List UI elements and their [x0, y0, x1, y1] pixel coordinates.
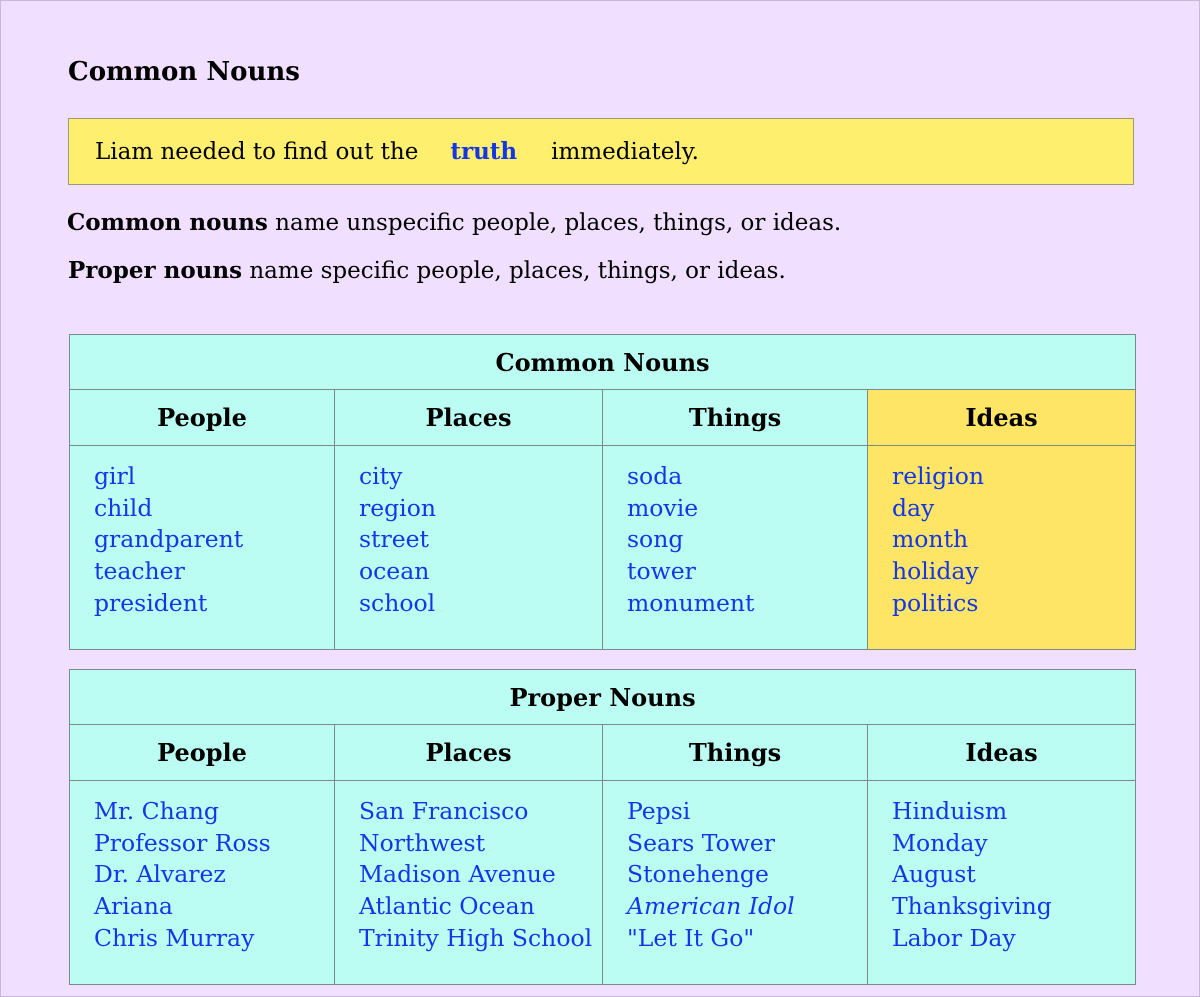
example-sentence	[68, 118, 1134, 185]
list-item: region	[359, 493, 436, 522]
list-item: president	[94, 588, 208, 617]
page-title: Common Nouns	[68, 57, 300, 87]
list-item: Pepsi	[627, 797, 691, 825]
example-highlight-word: truth	[450, 138, 518, 165]
example-text-before: Liam needed to find out the	[95, 138, 419, 165]
list-item: month	[892, 525, 969, 554]
list-item: Atlantic Ocean	[359, 892, 535, 921]
list-item: Labor Day	[892, 923, 1016, 952]
list-item: tower	[627, 557, 696, 586]
cell-places	[335, 446, 603, 650]
cell-things	[603, 781, 868, 985]
definition-text: name specific people, places, things, or ideas.	[242, 258, 786, 284]
list-item: Monday	[892, 828, 988, 857]
cell-places	[335, 781, 603, 985]
list-item: Hinduism	[892, 797, 1008, 825]
list-item: monument	[627, 588, 755, 617]
cell-ideas	[868, 781, 1136, 985]
list-item: Trinity High School	[359, 923, 593, 952]
cell-people	[70, 781, 335, 985]
proper-nouns-table	[69, 669, 1136, 985]
list-item: girl	[94, 462, 136, 490]
list-item: Thanksgiving	[892, 892, 1052, 921]
list-item: Mr. Chang	[94, 797, 219, 825]
list-item: grandparent	[94, 525, 244, 554]
list-item: holiday	[892, 557, 979, 586]
list-item: Chris Murray	[94, 923, 255, 952]
column-header-things: Things	[603, 390, 868, 446]
list-item: Ariana	[94, 892, 173, 921]
column-header-things: Things	[603, 725, 868, 781]
common-nouns-table	[69, 334, 1136, 650]
definition-term: Proper nouns	[68, 257, 243, 284]
list-item: Stonehenge	[627, 860, 769, 889]
list-item: soda	[627, 462, 683, 490]
list-item: Sears Tower	[627, 828, 776, 857]
list-item: San Francisco	[359, 797, 529, 825]
list-item: American Idol	[627, 892, 795, 921]
column-header-ideas: Ideas	[868, 725, 1136, 781]
list-item: ocean	[359, 557, 430, 586]
column-header-ideas: Ideas	[868, 390, 1136, 446]
list-item: school	[359, 588, 436, 617]
cell-things	[603, 446, 868, 650]
list-item: Northwest	[359, 828, 486, 857]
list-item: Dr. Alvarez	[94, 860, 226, 889]
list-item: August	[892, 860, 976, 889]
definition-text: name unspecific people, places, things, or ideas.	[267, 210, 842, 236]
list-item: song	[627, 525, 684, 554]
list-item: Madison Avenue	[359, 860, 556, 889]
definition-proper	[68, 257, 786, 284]
list-item: religion	[892, 462, 985, 490]
list-item: movie	[627, 493, 699, 522]
list-item: politics	[892, 588, 979, 617]
example-text-after: immediately.	[551, 138, 699, 165]
list-item: child	[94, 493, 153, 522]
column-header-people: People	[70, 390, 335, 446]
list-item: Professor Ross	[94, 828, 271, 857]
list-item: teacher	[94, 557, 185, 586]
cell-people	[70, 446, 335, 650]
table-caption: Proper Nouns	[70, 670, 1136, 725]
table-caption: Common Nouns	[70, 335, 1136, 390]
definition-term: Common nouns	[67, 209, 268, 236]
column-header-places: Places	[335, 725, 603, 781]
column-header-places: Places	[335, 390, 603, 446]
definition-common	[67, 209, 841, 236]
column-header-people: People	[70, 725, 335, 781]
list-item: street	[359, 525, 429, 554]
list-item: day	[892, 493, 935, 522]
cell-ideas	[868, 446, 1136, 650]
list-item: "Let It Go"	[627, 923, 755, 952]
list-item: city	[359, 462, 403, 490]
